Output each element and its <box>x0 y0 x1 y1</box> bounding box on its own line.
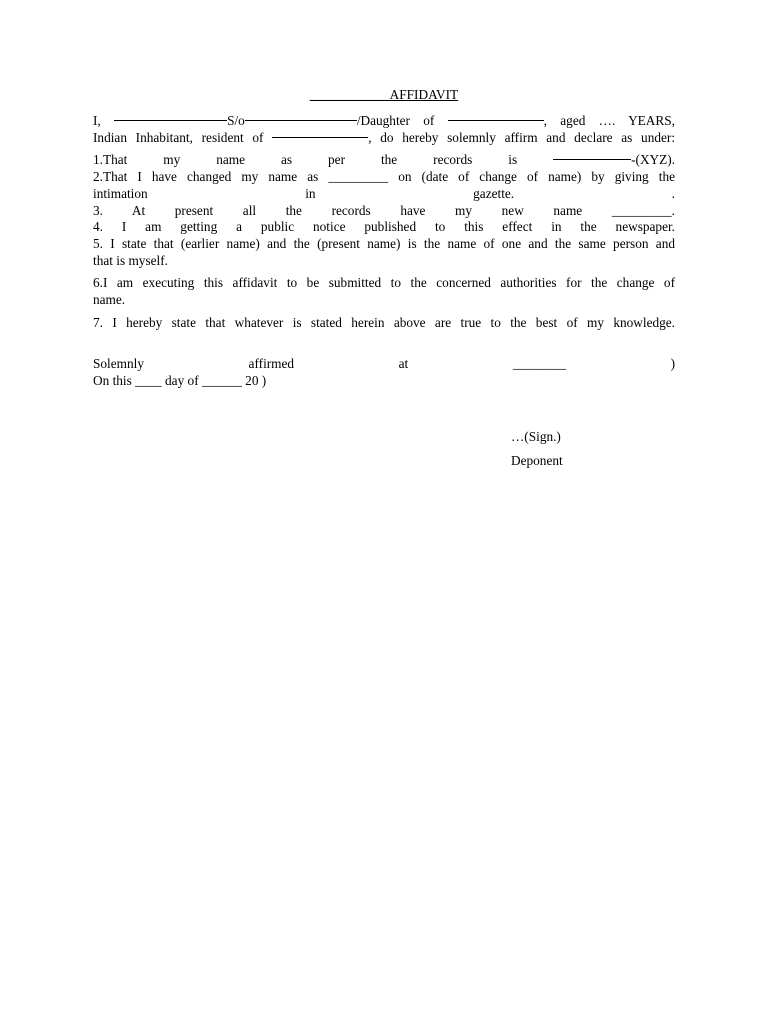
intro-daughter-of: /Daughter of <box>356 113 435 128</box>
item-3-word: have <box>400 202 426 218</box>
deponent-label: Deponent <box>511 452 563 468</box>
item-6-line-1: 6.I am executing this affidavit to be submitted to the concerned authorities for the change of <box>93 275 675 291</box>
item-3-word: _________. <box>611 202 675 218</box>
sign-label: …(Sign.) <box>511 428 561 444</box>
intro-declare: , do hereby solemnly affirm and declare as under: <box>368 129 676 145</box>
item-3-word: name <box>553 202 583 218</box>
item-1-end: -(XYZ). <box>631 152 676 168</box>
item-3 <box>93 203 675 220</box>
item-1-word: per <box>328 152 346 168</box>
item-1-word: as <box>281 152 293 168</box>
item-1-word: is <box>508 152 518 168</box>
intro-resident: Indian Inhabitant, resident of <box>93 129 264 145</box>
closing-word: ) <box>670 356 676 372</box>
item-5-line-2: that is myself. <box>93 252 168 268</box>
item-2-line-2 <box>93 186 675 203</box>
item-1-word: my <box>163 152 181 168</box>
blank-records-name <box>553 159 631 160</box>
item-1-word: records <box>433 152 473 168</box>
blank-parent-name <box>448 120 544 121</box>
item-3-word: records <box>331 202 371 218</box>
page-title: AFFIDAVIT <box>389 87 459 102</box>
item-3-word: new <box>501 202 524 218</box>
item-4: 4. I am getting a public notice published to this effect in the newspaper. <box>93 219 675 235</box>
closing-line-1 <box>93 356 675 373</box>
signoff-block <box>93 390 675 490</box>
blank-father-name <box>245 120 357 121</box>
intro-aged: , aged …. YEARS, <box>543 113 675 128</box>
intro-i: I, <box>93 113 101 128</box>
intro-line-1 <box>93 113 675 130</box>
title-lead-line: ____________ <box>309 87 390 102</box>
item-3-word: At <box>131 202 146 218</box>
item-3-word: all <box>242 202 257 218</box>
item-1 <box>93 152 675 169</box>
intro-so: S/o <box>227 113 245 128</box>
item-3-word: present <box>174 202 214 218</box>
item-3-word: my <box>455 202 473 218</box>
item-2-word: in <box>305 185 316 201</box>
closing-word: affirmed <box>248 356 295 372</box>
closing-word: at <box>398 356 409 372</box>
item-2-line-1: 2.That I have changed my name as _________ on (date of change of name) by giving the <box>93 169 675 185</box>
blank-residence <box>272 137 368 138</box>
closing-line-2: On this ____ day of ______ 20 ) <box>93 373 267 389</box>
item-3-word: the <box>285 202 302 218</box>
item-5-line-1: 5. I state that (earlier name) and the (present name) is the name of one and the same person and <box>93 235 675 251</box>
item-7: 7. I hereby state that whatever is stated herein above are true to the best of my knowledge. <box>93 314 675 330</box>
affidavit-document <box>93 87 675 490</box>
item-2-word: intimation <box>93 185 148 201</box>
item-2-word: . <box>671 185 675 201</box>
item-1-word: name <box>216 152 246 168</box>
item-3-word: 3. <box>93 202 103 218</box>
intro-line-2 <box>93 130 675 147</box>
title-row <box>93 87 675 103</box>
closing-word: Solemnly <box>93 356 144 372</box>
closing-word: ________ <box>512 356 567 372</box>
item-2-word: gazette. <box>473 185 515 201</box>
item-1-word: the <box>380 152 398 168</box>
blank-name <box>114 120 227 121</box>
item-6-line-2: name. <box>93 292 126 308</box>
item-1-word: 1.That <box>93 152 128 168</box>
